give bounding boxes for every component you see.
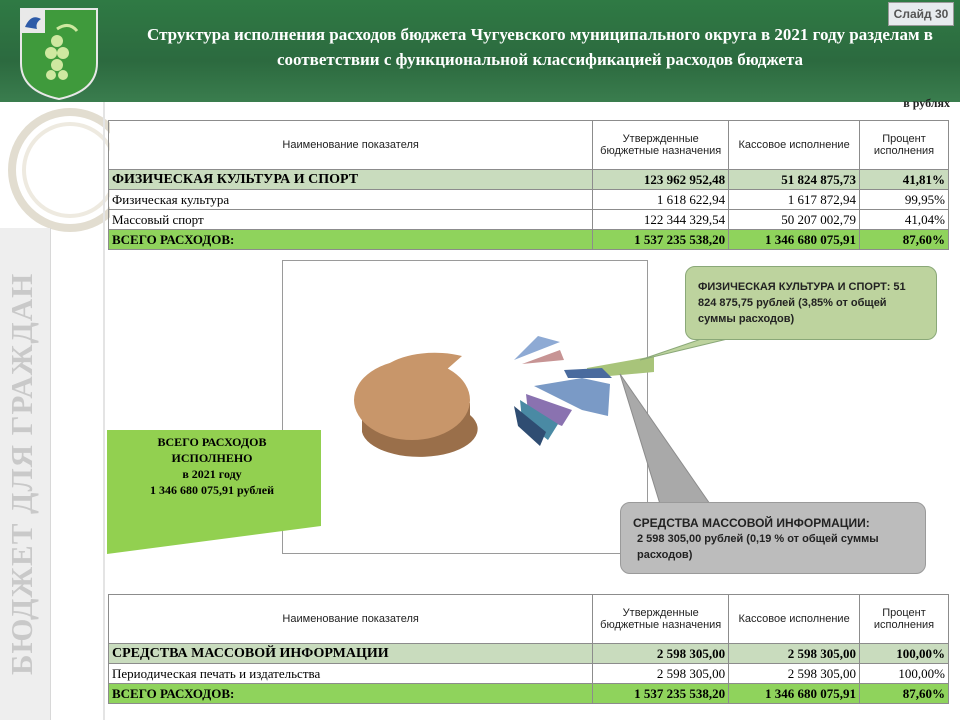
cell-name: ВСЕГО РАСХОДОВ: <box>109 684 593 704</box>
table-header-row <box>109 595 949 644</box>
units-label: в рублях <box>903 96 950 110</box>
cell-percent: 41,04% <box>860 210 949 230</box>
coat-of-arms-logo <box>17 5 101 101</box>
cell-percent: 99,95% <box>860 190 949 210</box>
callout-media <box>620 502 926 574</box>
callout-sport: ФИЗИЧЕСКАЯ КУЛЬТУРА И СПОРТ: 51 824 875,75 рублей (3,85% от общей суммы расходов) <box>685 266 937 340</box>
cell-name: Периодическая печать и издательства <box>109 664 593 684</box>
cell-percent: 100,00% <box>860 664 949 684</box>
cell-name: СРЕДСТВА МАССОВОЙ ИНФОРМАЦИИ <box>109 644 593 664</box>
cell-executed: 50 207 002,79 <box>729 210 860 230</box>
total-callout-line1: ВСЕГО РАСХОДОВ <box>157 435 267 449</box>
callout-media-title: СРЕДСТВА МАССОВОЙ ИНФОРМАЦИИ: <box>633 516 870 530</box>
cell-approved: 2 598 305,00 <box>593 664 729 684</box>
header-name: Наименование показателя <box>109 121 593 170</box>
cell-approved: 122 344 329,54 <box>593 210 729 230</box>
table-row <box>109 170 949 190</box>
total-callout <box>107 430 321 554</box>
table-row <box>109 190 949 210</box>
header-approved: Утвержденные бюджетные назначения <box>593 121 729 170</box>
header-approved: Утвержденные бюджетные назначения <box>593 595 729 644</box>
callout-media-pointer <box>600 370 730 510</box>
cell-approved: 1 618 622,94 <box>593 190 729 210</box>
header-percent: Процент исполнения <box>860 121 949 170</box>
slide-number-badge: Слайд 30 <box>888 2 954 26</box>
media-table <box>108 594 949 704</box>
total-callout-line2: ИСПОЛНЕНО <box>171 451 253 465</box>
cell-executed: 2 598 305,00 <box>729 664 860 684</box>
cell-executed: 51 824 875,73 <box>729 170 860 190</box>
header-percent: Процент исполнения <box>860 595 949 644</box>
table-total-row <box>109 230 949 250</box>
total-callout-line3: в 2021 году <box>182 467 242 481</box>
cell-executed: 1 617 872,94 <box>729 190 860 210</box>
cell-approved: 2 598 305,00 <box>593 644 729 664</box>
page-title: Структура исполнения расходов бюджета Чугуевского муниципального округа в 2021 году разделам в соответствии с функциональной классификацией расходов бюджета <box>147 25 933 69</box>
cell-percent: 41,81% <box>860 170 949 190</box>
decorative-rings <box>0 100 110 240</box>
header-name: Наименование показателя <box>109 595 593 644</box>
cell-percent: 100,00% <box>860 644 949 664</box>
cell-executed: 1 346 680 075,91 <box>729 684 860 704</box>
header-executed: Кассовое исполнение <box>729 595 860 644</box>
cell-approved: 1 537 235 538,20 <box>593 230 729 250</box>
cell-approved: 1 537 235 538,20 <box>593 684 729 704</box>
table-row <box>109 664 949 684</box>
sport-table <box>108 120 949 250</box>
header-executed: Кассовое исполнение <box>729 121 860 170</box>
cell-percent: 87,60% <box>860 230 949 250</box>
cell-executed: 1 346 680 075,91 <box>729 230 860 250</box>
vertical-label: БЮДЖЕТ ДЛЯ ГРАЖДАН <box>4 272 39 675</box>
pie-slice-main <box>354 353 478 457</box>
cell-name: ВСЕГО РАСХОДОВ: <box>109 230 593 250</box>
cell-executed: 2 598 305,00 <box>729 644 860 664</box>
total-callout-line4: 1 346 680 075,91 рублей <box>149 483 275 497</box>
cell-name: Массовый спорт <box>109 210 593 230</box>
cell-name: ФИЗИЧЕСКАЯ КУЛЬТУРА И СПОРТ <box>109 170 593 190</box>
table-total-row <box>109 684 949 704</box>
cell-name: Физическая культура <box>109 190 593 210</box>
table-row <box>109 644 949 664</box>
cell-percent: 87,60% <box>860 684 949 704</box>
cell-approved: 123 962 952,48 <box>593 170 729 190</box>
table-header-row <box>109 121 949 170</box>
table-row <box>109 210 949 230</box>
callout-media-text: 2 598 305,00 рублей (0,19 % от общей суммы расходов) <box>637 533 879 561</box>
divider-line <box>103 102 105 720</box>
